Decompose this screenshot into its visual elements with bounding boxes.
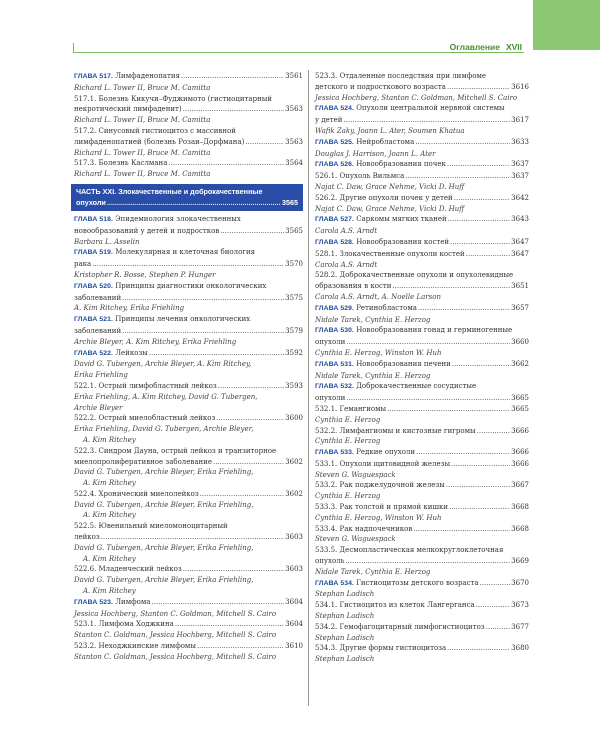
page-ref: 3602: [285, 489, 303, 498]
toc-entry[interactable]: 523.2. Неходжкинские лимфомы ..... 3610: [74, 641, 303, 652]
toc-authors: Jessica Hochberg, Stanton C. Goldman, Mitchell S. Cairo: [315, 93, 518, 102]
toc-entry[interactable]: ГЛАВА 532. Доброкачественные сосудистые опухоли ..... 3665: [315, 381, 529, 404]
page-ref: 3666: [511, 459, 529, 468]
page-ref: 3668: [511, 503, 529, 512]
part-heading[interactable]: ЧАСТЬ XXI. Злокачественные и доброкачественные опухоли ..... 3565: [71, 184, 303, 211]
page-ref: 3603: [285, 533, 303, 542]
toc-authors: David G. Tubergen, Archie Bleyer, Erika Friehling,: [74, 543, 254, 552]
toc-authors: A. Kim Ritchey: [83, 587, 136, 596]
page-ref: 3604: [285, 597, 303, 606]
page-ref: 3642: [511, 193, 529, 202]
page-ref: 3677: [511, 622, 529, 631]
toc-entry[interactable]: ГЛАВА 528. Новообразования костей ..... 3647: [315, 237, 529, 249]
toc-authors: A. Kim Ritchey: [83, 479, 136, 488]
toc-entry[interactable]: 517.2. Синусовый гистиоцитоз с массивной лимфаденопатией (болезнь Розаи–Дорфмана) ..... 3563: [74, 126, 303, 148]
page-ref: 3565: [282, 197, 298, 207]
page-ref: 3651: [511, 282, 529, 291]
toc-authors: David G. Tubergen, Archie Bleyer, Erika Friehling,: [74, 468, 254, 477]
page-ref: 3602: [285, 457, 303, 466]
toc-entry[interactable]: ГЛАВА 519. Молекулярная и клеточная биология рака ..... 3570: [74, 247, 303, 270]
toc-authors: Douglas J. Harrison, Joann L. Ater: [315, 149, 436, 158]
toc-authors: Wafik Zaky, Joann L. Ater, Soumen Khatua: [315, 126, 465, 135]
toc-authors: Richard L. Tower II, Bruce M. Camitta: [74, 116, 211, 125]
toc-entry[interactable]: ГЛАВА 523. Лимфома ..... 3604: [74, 597, 303, 609]
toc-authors: Kristopher R. Bosse, Stephen P. Hunger: [74, 270, 216, 279]
toc-left-column: [74, 71, 303, 663]
toc-entry[interactable]: ГЛАВА 531. Новообразования печени ..... 3662: [315, 359, 529, 371]
toc-entry[interactable]: ГЛАВА 524. Опухоли центральной нервной системы у детей ..... 3617: [315, 103, 529, 126]
page-header: [450, 42, 522, 52]
toc-authors: Erika Friehling: [74, 371, 128, 380]
toc-entry[interactable]: 534.1. Гистиоцитоз из клеток Лангерганса ..... 3673: [315, 600, 529, 611]
toc-authors: A. Kim Ritchey: [83, 511, 136, 520]
page-ref: 3667: [511, 481, 529, 490]
toc-entry[interactable]: 522.4. Хронический миелолейкоз ..... 3602: [74, 489, 303, 500]
toc-entry[interactable]: 532.1. Гемангиомы ..... 3665: [315, 404, 529, 415]
toc-authors: Steven G. Waguespack: [315, 470, 396, 479]
page-ref: 3637: [511, 160, 529, 169]
toc-entry[interactable]: 522.1. Острый лимфобластный лейкоз ..... 3593: [74, 381, 303, 392]
toc-entry[interactable]: 533.2. Рак поджелудочной железы ..... 3667: [315, 480, 529, 491]
toc-entry[interactable]: 522.6. Младенческий лейкоз ..... 3603: [74, 564, 303, 575]
toc-authors: Cynthia E. Herzog, Winston W. Huh: [315, 348, 442, 357]
page-ref: 3565: [285, 226, 303, 235]
toc-authors: Carola A.S. Arndt: [315, 227, 378, 236]
toc-authors: Stephan Ladisch: [315, 612, 375, 621]
toc-entry[interactable]: ГЛАВА 525. Нейробластома ..... 3633: [315, 137, 529, 149]
toc-entry[interactable]: ГЛАВА 534. Гистиоцитозы детского возраста ..... 3670: [315, 578, 529, 590]
toc-entry[interactable]: ГЛАВА 530. Новообразования гонад и герминогенные опухоли ..... 3660: [315, 325, 529, 348]
corner-tab: [533, 0, 600, 50]
page-ref: 3665: [511, 404, 529, 413]
toc-entry[interactable]: 523.3. Отдаленные последствия при лимфоме детского и подросткового возраста ..... 3616: [315, 71, 529, 93]
toc-authors: Jessica Hochberg, Stanton C. Goldman, Mitchell S. Cairo: [74, 609, 277, 618]
toc-entry[interactable]: ГЛАВА 529. Ретинобластома ..... 3657: [315, 303, 529, 315]
header-rule: [73, 52, 524, 53]
toc-entry[interactable]: 528.1. Злокачественные опухоли костей ..... 3647: [315, 249, 529, 260]
toc-authors: Nidale Tarek, Cynthia E. Herzog: [315, 371, 431, 380]
toc-authors: Erika Friehling, A. Kim Ritchey, David G. Tubergen,: [74, 392, 258, 401]
toc-authors: A. Kim Ritchey, Erika Friehling: [74, 304, 185, 313]
toc-authors: Carola A.S. Arndt: [315, 260, 378, 269]
toc-authors: Richard L. Tower II, Bruce M. Camitta: [74, 170, 211, 179]
page-ref: 3657: [511, 303, 529, 312]
toc-entry[interactable]: 533.4. Рак надпочечников ..... 3668: [315, 524, 529, 535]
toc-entry[interactable]: 534.3. Другие формы гистиоцитоза ..... 3680: [315, 643, 529, 654]
toc-entry[interactable]: ГЛАВА 533. Редкие опухоли ..... 3666: [315, 447, 529, 459]
toc-entry[interactable]: 533.1. Опухоли щитовидной железы ..... 3666: [315, 459, 529, 470]
page-ref: 3617: [511, 116, 529, 125]
toc-entry[interactable]: ГЛАВА 526. Новообразования почек ..... 3637: [315, 159, 529, 171]
toc-authors: Archie Bleyer, A. Kim Ritchey, Erika Friehling: [74, 337, 237, 346]
toc-entry[interactable]: 517.1. Болезнь Кикучи–Фуджимото (гистиоцитарный некротический лимфаденит) ..... 3563: [74, 94, 303, 116]
toc-authors: Cynthia E. Herzog: [315, 492, 381, 501]
page-ref: 3575: [285, 293, 303, 302]
page-ref: 3563: [285, 105, 303, 114]
toc-entry[interactable]: ГЛАВА 527. Саркомы мягких тканей ..... 3643: [315, 214, 529, 226]
page-ref: 3570: [285, 260, 303, 269]
page-ref: 3662: [511, 359, 529, 368]
toc-authors: Richard L. Tower II, Bruce M. Camitta: [74, 83, 211, 92]
toc-entry[interactable]: 522.2. Острый миелобластный лейкоз ..... 3600: [74, 413, 303, 424]
page-ref: 3673: [511, 601, 529, 610]
page-ref: 3579: [285, 326, 303, 335]
page-ref: 3592: [285, 348, 303, 357]
page-ref: 3669: [511, 557, 529, 566]
toc-entry[interactable]: 526.1. Опухоль Вильмса ..... 3637: [315, 171, 529, 182]
page-ref: 3665: [511, 394, 529, 403]
toc-authors: David G. Tubergen, Archie Bleyer, A. Kim Ritchey,: [74, 360, 252, 369]
page-ref: 3643: [511, 215, 529, 224]
toc-entry[interactable]: 532.2. Лимфангиомы и кистозные гигромы ..... 3666: [315, 426, 529, 437]
toc-authors: Carola A.S. Arndt, A. Noelle Larson: [315, 292, 441, 301]
toc-entry[interactable]: ГЛАВА 520. Принципы диагностики онкологических заболеваний ..... 3575: [74, 281, 303, 304]
column-divider: [308, 70, 309, 706]
page-ref: 3610: [285, 642, 303, 651]
page-ref: 3593: [285, 381, 303, 390]
toc-authors: Nidale Tarek, Cynthia E. Herzog: [315, 315, 431, 324]
toc-entry[interactable]: 533.5. Десмопластическая мелкокруглоклеточная опухоль ..... 3669: [315, 545, 529, 567]
page-ref: 3563: [285, 137, 303, 146]
page-ref: 3600: [285, 414, 303, 423]
page-ref: 3603: [285, 565, 303, 574]
toc-entry[interactable]: 522.3. Синдром Дауна, острый лейкоз и транзиторное миелопролиферативное заболевание ..... 3602: [74, 446, 303, 468]
page-ref: 3680: [511, 644, 529, 653]
toc-authors: Stephan Ladisch: [315, 590, 375, 599]
toc-entry[interactable]: 526.2. Другие опухоли почек у детей ..... 3642: [315, 193, 529, 204]
page-ref: 3668: [511, 524, 529, 533]
toc-authors: Stephan Ladisch: [315, 655, 375, 664]
toc-entry[interactable]: 522.5. Ювенильный миеломоноцитарный лейкоз ..... 3603: [74, 521, 303, 543]
page-ref: 3660: [511, 338, 529, 347]
toc-entry[interactable]: ГЛАВА 517. Лимфаденопатия ..... 3561: [74, 71, 303, 83]
page-ref: 3633: [511, 137, 529, 146]
page-ref: 3666: [511, 448, 529, 457]
toc-entry[interactable]: 534.2. Гемофагоцитарный лимфогистиоцитоз ..... 3677: [315, 622, 529, 633]
toc-entry[interactable]: 528.2. Доброкачественные опухоли и опухолевидные образования в кости ..... 3651: [315, 270, 529, 292]
toc-authors: Richard L. Tower II, Bruce M. Camitta: [74, 148, 211, 157]
toc-authors: Cynthia E. Herzog: [315, 415, 381, 424]
toc-entry[interactable]: 517.3. Болезнь Каслмана ..... 3564: [74, 158, 303, 169]
toc-authors: Najat C. Daw, Grace Nehme, Vicki D. Huff: [315, 204, 465, 213]
toc-authors: A. Kim Ritchey: [83, 554, 136, 563]
toc-authors: Cynthia E. Herzog, Winston W. Huh: [315, 513, 442, 522]
toc-right-column: [315, 71, 529, 665]
toc-authors: David G. Tubergen, Archie Bleyer, Erika Friehling,: [74, 500, 254, 509]
toc-entry[interactable]: 533.3. Рак толстой и прямой кишки ..... 3668: [315, 502, 529, 513]
toc-authors: Barbara L. Asselin: [74, 237, 140, 246]
toc-entry[interactable]: ГЛАВА 518. Эпидемиология злокачественных новообразований у детей и подростков ..... 3565: [74, 214, 303, 237]
page-ref: 3564: [285, 159, 303, 168]
page-ref: 3670: [511, 578, 529, 587]
toc-authors: Steven G. Waguespack: [315, 535, 396, 544]
page-ref: 3666: [511, 426, 529, 435]
toc-authors: Stanton C. Goldman, Jessica Hochberg, Mitchell S. Cairo: [74, 631, 277, 640]
toc-entry[interactable]: ГЛАВА 522. Лейкозы ..... 3592: [74, 348, 303, 360]
page-ref: 3637: [511, 172, 529, 181]
page-ref: 3604: [285, 620, 303, 629]
toc-authors: Stanton C. Goldman, Jessica Hochberg, Mitchell S. Cairo: [74, 652, 277, 661]
page-ref: 3616: [511, 82, 529, 91]
toc-authors: Najat C. Daw, Grace Nehme, Vicki D. Huff: [315, 182, 465, 191]
toc-authors: Erika Friehling, David G. Tubergen, Archie Bleyer,: [74, 425, 254, 434]
toc-authors: Archie Bleyer: [74, 403, 123, 412]
toc-entry[interactable]: ГЛАВА 521. Принципы лечения онкологических заболеваний ..... 3579: [74, 314, 303, 337]
toc-entry[interactable]: 523.1. Лимфома Ходжкина ..... 3604: [74, 619, 303, 630]
header-title: Оглавление: [449, 42, 500, 52]
toc-authors: David G. Tubergen, Archie Bleyer, Erika Friehling,: [74, 576, 254, 585]
page-ref: 3647: [511, 249, 529, 258]
page-number: XVII: [505, 42, 522, 52]
toc-authors: Nidale Tarek, Cynthia E. Herzog: [315, 567, 431, 576]
toc-authors: Cynthia E. Herzog: [315, 437, 381, 446]
toc-authors: A. Kim Ritchey: [83, 435, 136, 444]
page-ref: 3647: [511, 237, 529, 246]
page-ref: 3561: [285, 72, 303, 80]
toc-authors: Stephan Ladisch: [315, 633, 375, 642]
